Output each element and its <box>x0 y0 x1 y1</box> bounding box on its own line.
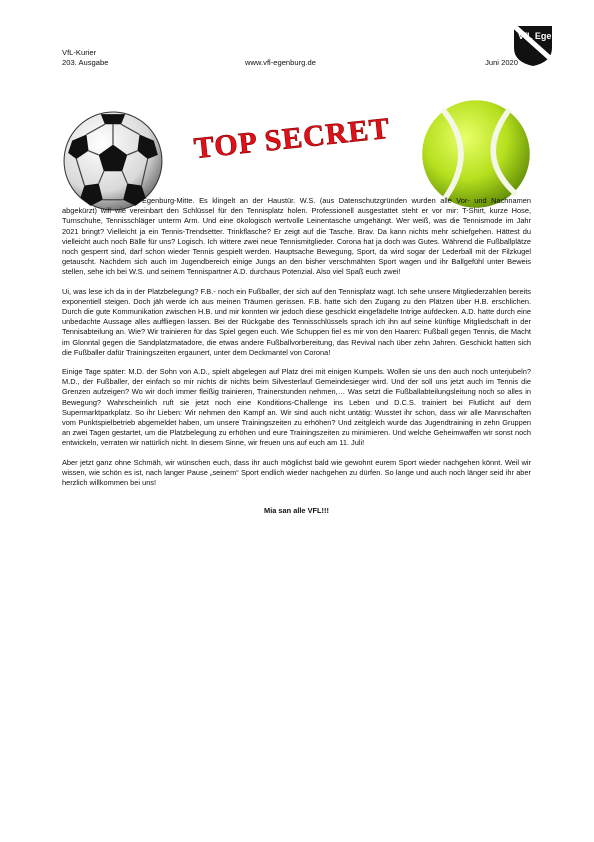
article-paragraph: Aber jetzt ganz ohne Schmäh, wir wünschen euch, dass ihr auch möglichst bald wie gewohnt eurem Sport wieder nachgehen könnt. Weil wir wissen, wie schön es ist, nach langer Pause „seinem“ Sport endlich wieder nachgehen zu dürfen. So lange und auch noch länger seid ihr aber herzlich willkommen bei uns! <box>62 457 531 488</box>
stamp-text: TOP SECRET <box>192 111 392 166</box>
closing-line: Mia san alle VFL!!! <box>264 506 329 516</box>
top-secret-stamp <box>192 108 392 166</box>
issue-date: Juni 2020 <box>485 58 518 67</box>
club-logo <box>510 22 577 68</box>
issue-number: 203. Ausgabe <box>62 58 109 67</box>
header-left <box>62 48 108 68</box>
logo-text: VfL Egenburg <box>518 31 577 41</box>
article-body <box>62 196 531 525</box>
article-paragraph: Einige Tage später: M.D. der Sohn von A.D., spielt abgelegen auf Platz drei mit einigen Kumpels. Wollen sie uns den auch noch unterjubeln? M.D., der Fußballer, der einfach so mir nichts dir nichts beim Silvesterlauf Gemeindesieger wird. Und der soll uns jetzt auch im Tennis die Grenzen aufzeigen? Wo wir doch immer fleißig trainieren, Trainerstunden nehmen,… Was setzt die Fußballabteilungsleitung noch so alles in Bewegung? Wahrscheinlich ruft sie jetzt noch eine Konditions-Challenge ins Leben und D.C.S. trainiert bei Flutlicht auf dem Supermarktparkplatz. So ihr Lieben: Wir nehmen den Kampf an. Wir sind auch nicht untätig: Wusstet ihr schon, dass wir alle Mannschaften vom Punktspielbetrieb abgemeldet haben, um unsere Trainingszeiten zu erhöhen? Und zeitgleich wurde das Jugendtraining in zehn Gruppen an zwei Tagen gestartet, um die Platzbelegung zu erhöhen und eure Trainingszeiten zu minimieren. Und welche Geheimwaffen wir sonst noch entwickeln, verraten wir natürlich nicht. In diesem Sinne, wir freuen uns auf euch am 11. Juli! <box>62 367 531 448</box>
website-url: www.vfl-egenburg.de <box>245 58 316 67</box>
article-paragraph: Egenburg-Mitte. Es klingelt an der Haustür. W.S. (aus Datenschutzgründen wurden alle Vor- und Nachnamen abgekürzt) will wie vereinbart den Schlüssel für den Tennisplatz holen. Professionell ausgestattet steht er vor mir: T-Shirt, kurze Hose, Turnschuhe, Tennisschläger unterm Arm. Und eine ökologisch wertvolle Leinentasche umgehängt. Wer weiß, was die Tennismode im Jahr 2021 bringt? Vielleicht ja ein Tennis-Trendsetter. Trinkflasche? Er zeigt auf die Tasche. Brav. Da kann nichts mehr schiefgehen. Hättest du vielleicht auch noch Bälle für uns? Logisch. Ich wittere zwei neue Tennismitglieder. Corona hat ja doch was Gutes. Während die Fußballplätze noch gesperrt sind, darf schon wieder Tennis gespielt werden. Hauptsache Bewegung, Sport, da wird sogar der Lederball mit der Filzkugel getauscht. Nachdem sich auch im Jugendbereich einige Jungs an den bisher verschmähten Sport wagen und ihr Ballgefühl unter Beweis stellen, sehe ich bei W.S. und seinem Tennispartner A.D. durchaus Potenzial. Also viel Spaß euch zwei! <box>62 196 531 277</box>
tennis-ball-image <box>420 98 532 210</box>
article-paragraph: Ui, was lese ich da in der Platzbelegung? F.B.- noch ein Fußballer, der sich auf den Tennisplatz wagt. Ich sehe unsere Mitgliederzahlen bereits exponentiell steigen. Doch jäh werde ich aus meinen Träumen gerissen. F.B. hatte sich den Zugang zu den Plätzen über H.B. erschlichen. Durch die gute Kommunikation zwischen H.B. und mir konnten wir jedoch diese geschickt eingefädelte Intrige aufdecken. A.D. hatte durch eine unbedachte Aussage alles auffliegen lassen. Bei der Rückgabe des Tennisschlüssels sprach ich ihn auf seine künftige Mitgliedschaft in der Tennisabteilung an. Wie? Wir trainieren für das Spiel gegen euch. Wie Schuppen fiel es mir von den Haaren: Fußball gegen Tennis, die Macht im Glonntal gegen die Sandplatzmatadore, die etwas andere Fußballvorbereitung, das Revival nach über zehn Jahren. Geschickt hatten sich die Fußballer dafür Trainingszeiten ergaunert, unter dem Deckmantel von Corona! <box>62 286 531 357</box>
publication-name: VfL-Kurier <box>62 48 97 57</box>
